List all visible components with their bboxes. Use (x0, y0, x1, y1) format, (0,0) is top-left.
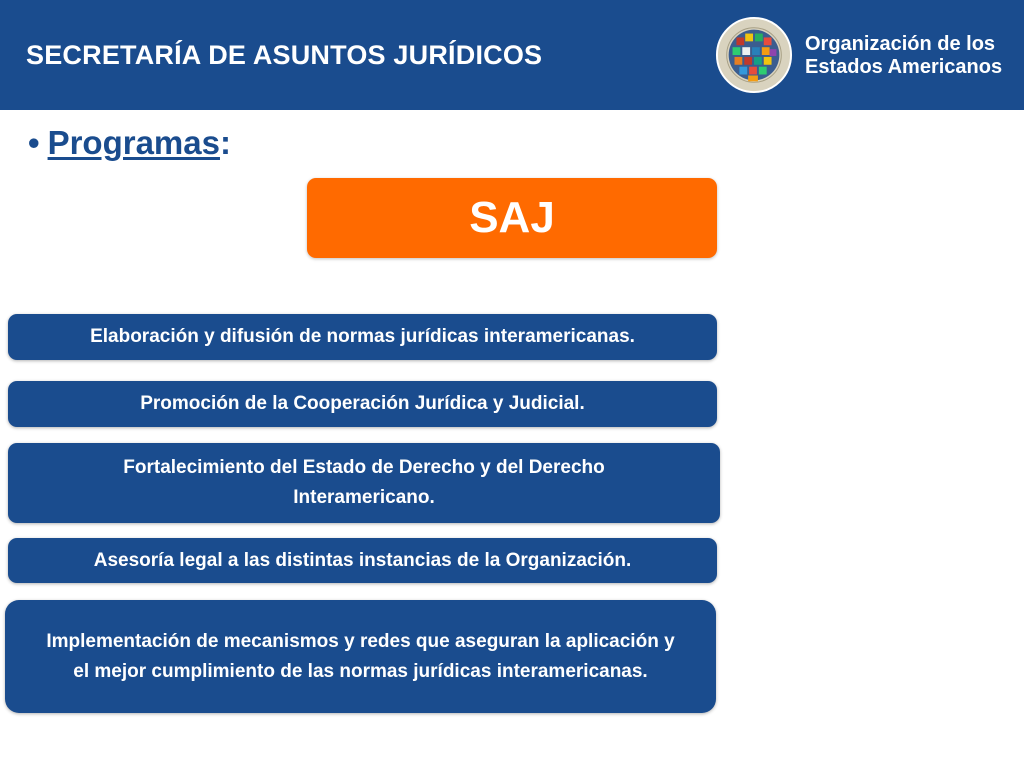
section-heading-colon: : (219, 124, 231, 161)
program-item-text: Asesoría legal a las distintas instancias de la Organización. (93, 549, 632, 571)
program-item (5, 600, 716, 713)
header-bar (0, 0, 1024, 110)
program-item-text: Promoción de la Cooperación Jurídica y Judicial. (140, 393, 585, 414)
program-item-text: Implementación de mecanismos y redes que aseguran la aplicación y el mejor cumplimiento de las normas jurídicas interamericanas. (46, 630, 675, 682)
program-item (8, 443, 720, 523)
saj-box (307, 178, 717, 258)
org-name-line-2: Estados Americanos (805, 56, 1003, 78)
program-item (8, 538, 717, 583)
organization-name (805, 33, 1002, 79)
page-title: SECRETARÍA DE ASUNTOS JURÍDICOS (26, 40, 543, 70)
program-item-text: Fortalecimiento del Estado de Derecho y del Derecho Interamericano. (123, 457, 605, 508)
org-name-line-1: Organización de los (805, 33, 996, 55)
section-heading-label: Programas (47, 124, 220, 161)
program-item-text: Elaboración y difusión de normas jurídicas interamericanas. (90, 326, 635, 347)
program-item (8, 314, 717, 360)
oas-seal-icon (715, 16, 793, 94)
saj-label: SAJ (469, 193, 555, 242)
program-item (8, 381, 717, 427)
section-heading (28, 124, 231, 162)
bullet-marker: • (28, 124, 40, 161)
